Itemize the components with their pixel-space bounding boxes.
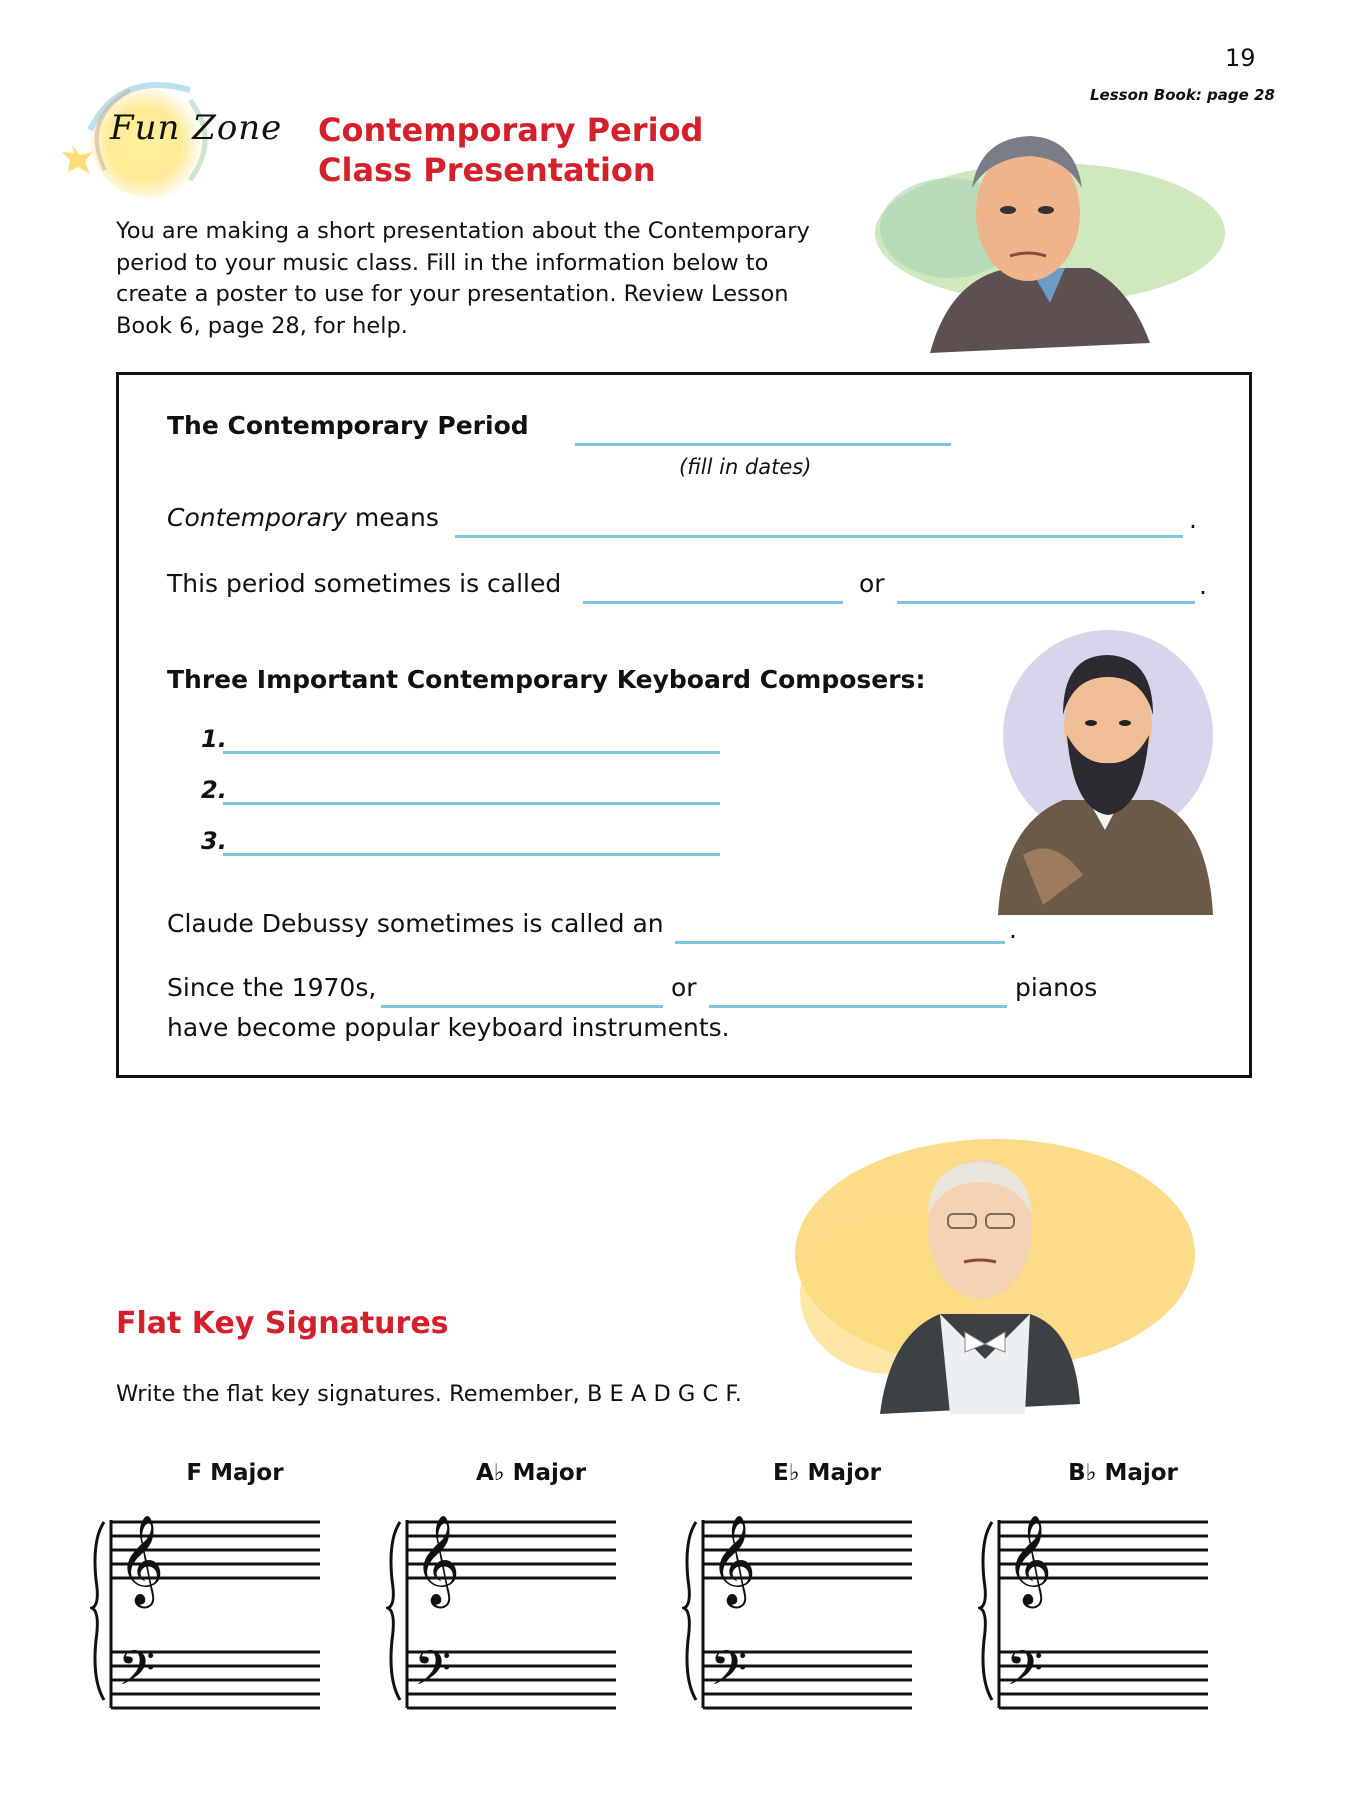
composer-number-1: 1. <box>201 725 227 753</box>
since-1970s-line2: have become popular keyboard instruments. <box>167 1013 730 1042</box>
contemporary-italic-word: Contemporary <box>167 503 347 532</box>
treble-clef-icon: 𝄞 <box>414 1515 461 1605</box>
composer-blank-1[interactable] <box>223 751 720 754</box>
bass-clef-icon: 𝄢 <box>118 1640 156 1708</box>
grand-staff-e-flat-major <box>692 1460 962 1720</box>
page-title <box>318 110 703 190</box>
intro-paragraph: You are making a short presentation about the Contemporary period to your music class. Fill in the information below to create a poster to use for your presentation. Review Lesson Book 6, page 28, for help. <box>116 218 810 339</box>
debussy-label: Claude Debussy sometimes is called an <box>167 909 664 938</box>
contemporary-means-label <box>167 503 439 532</box>
contemporary-means-blank[interactable] <box>455 535 1183 538</box>
page-number: 19 <box>1225 44 1256 72</box>
fun-zone-logo-text: Fun Zone <box>110 108 283 148</box>
or-word: or <box>671 973 697 1002</box>
means-word: means <box>346 503 439 532</box>
poster-box <box>116 372 1252 1078</box>
grand-staff-icon[interactable] <box>682 1500 962 1720</box>
period-dates-blank[interactable] <box>575 443 951 446</box>
bass-clef-icon: 𝄢 <box>710 1640 748 1708</box>
contemporary-period-label: The Contemporary Period <box>167 411 529 440</box>
composer-number-2: 2. <box>201 776 227 804</box>
staff-label: A♭ Major <box>475 1460 587 1486</box>
period-punctuation: . <box>1009 915 1017 944</box>
composer-blank-2[interactable] <box>223 802 720 805</box>
composer-portrait-green-icon <box>860 118 1240 358</box>
fill-in-dates-hint: (fill in dates) <box>679 455 812 479</box>
grand-staff-icon[interactable] <box>978 1500 1258 1720</box>
grand-staff-f-major <box>100 1460 370 1720</box>
composers-heading: Three Important Contemporary Keyboard Composers: <box>167 665 926 694</box>
staff-label: B♭ Major <box>1068 1460 1178 1486</box>
period-called-label: This period sometimes is called <box>167 569 562 598</box>
flat-key-signatures-heading: Flat Key Signatures <box>116 1306 449 1341</box>
debussy-blank[interactable] <box>675 941 1005 944</box>
grand-staff-a-flat-major <box>396 1460 666 1720</box>
grand-staff-icon[interactable] <box>386 1500 666 1720</box>
composer-portrait-bearded-icon <box>983 615 1223 915</box>
period-called-blank-1[interactable] <box>583 601 843 604</box>
lesson-book-reference: Lesson Book: page 28 <box>1090 86 1275 104</box>
treble-clef-icon: 𝄞 <box>710 1515 757 1605</box>
pianos-word: pianos <box>1015 973 1098 1002</box>
composer-portrait-yellow-icon <box>790 1134 1200 1434</box>
period-called-blank-2[interactable] <box>897 601 1195 604</box>
instrument-blank-2[interactable] <box>709 1005 1007 1008</box>
title-line-1: Contemporary Period <box>318 111 704 149</box>
period-punctuation: . <box>1189 505 1197 534</box>
grand-staff-icon[interactable] <box>90 1500 370 1720</box>
title-line-2: Class Presentation <box>318 151 656 189</box>
composer-number-3: 3. <box>201 827 227 855</box>
or-word: or <box>859 569 885 598</box>
staff-label: F Major <box>186 1460 284 1486</box>
composer-blank-3[interactable] <box>223 853 720 856</box>
since-1970s-label: Since the 1970s, <box>167 973 377 1002</box>
flat-key-instruction: Write the flat key signatures. Remember, B E A D G C F. <box>116 1381 742 1407</box>
bass-clef-icon: 𝄢 <box>1006 1640 1044 1708</box>
bass-clef-icon: 𝄢 <box>414 1640 452 1708</box>
treble-clef-icon: 𝄞 <box>1006 1515 1053 1605</box>
grand-staff-b-flat-major <box>988 1460 1258 1720</box>
period-punctuation: . <box>1199 571 1207 600</box>
treble-clef-icon: 𝄞 <box>118 1515 165 1605</box>
instrument-blank-1[interactable] <box>381 1005 663 1008</box>
staff-label: E♭ Major <box>772 1460 881 1486</box>
